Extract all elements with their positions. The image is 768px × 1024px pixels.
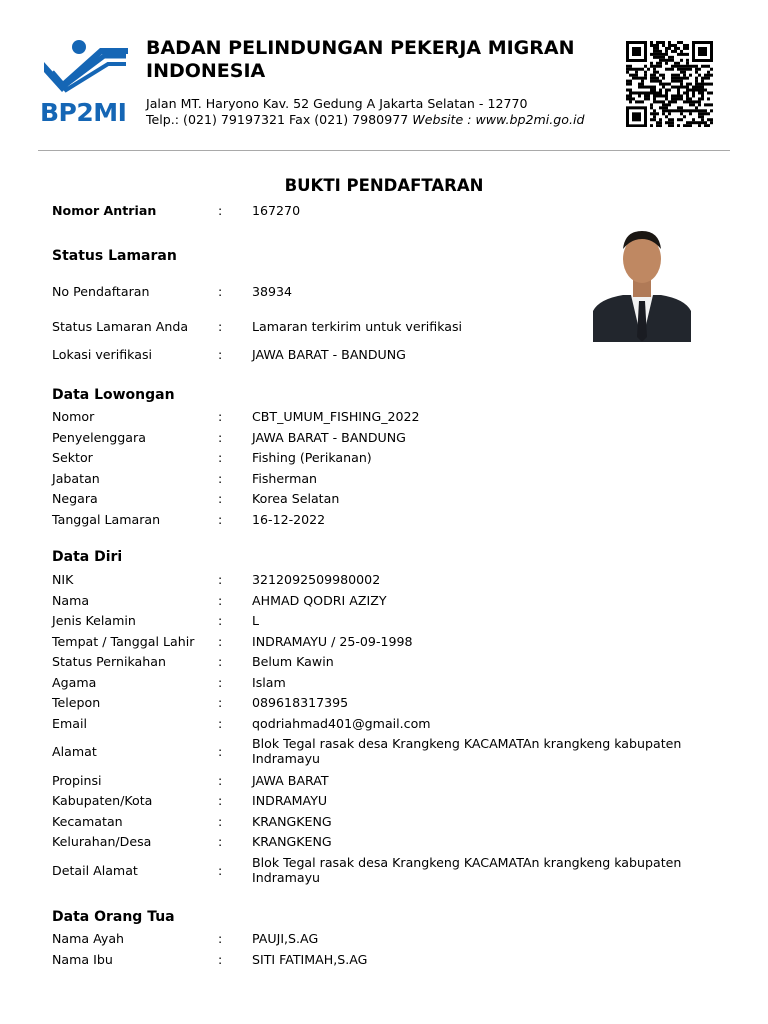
queue-number-value: 167270 — [252, 203, 301, 218]
section-data-lowongan: Data Lowongan — [52, 387, 175, 403]
header-divider — [38, 150, 730, 151]
queue-number-label: Nomor Antrian — [52, 203, 157, 218]
qr-code-icon — [626, 41, 716, 127]
section-data-diri: Data Diri — [52, 549, 123, 565]
section-status-lamaran: Status Lamaran — [52, 248, 177, 264]
contact-line: Telp.: (021) 79197321 Fax (021) 7980977 Website : www.bp2mi.go.id — [146, 112, 585, 127]
applicant-photo — [593, 225, 691, 342]
document-title: BUKTI PENDAFTARAN — [284, 176, 484, 195]
organization-name: BADAN PELINDUNGAN PEKERJA MIGRAN INDONESIA — [146, 37, 575, 82]
organization-address — [146, 96, 616, 128]
logo-text: BP2MI — [40, 98, 127, 127]
document-header — [0, 0, 768, 150]
bp2mi-logo-icon — [40, 38, 132, 127]
address-line: Jalan MT. Haryono Kav. 52 Gedung A Jakarta Selatan - 12770 — [146, 96, 528, 111]
section-data-orang-tua: Data Orang Tua — [52, 909, 175, 925]
website-link[interactable]: Website : www.bp2mi.go.id — [412, 112, 585, 127]
